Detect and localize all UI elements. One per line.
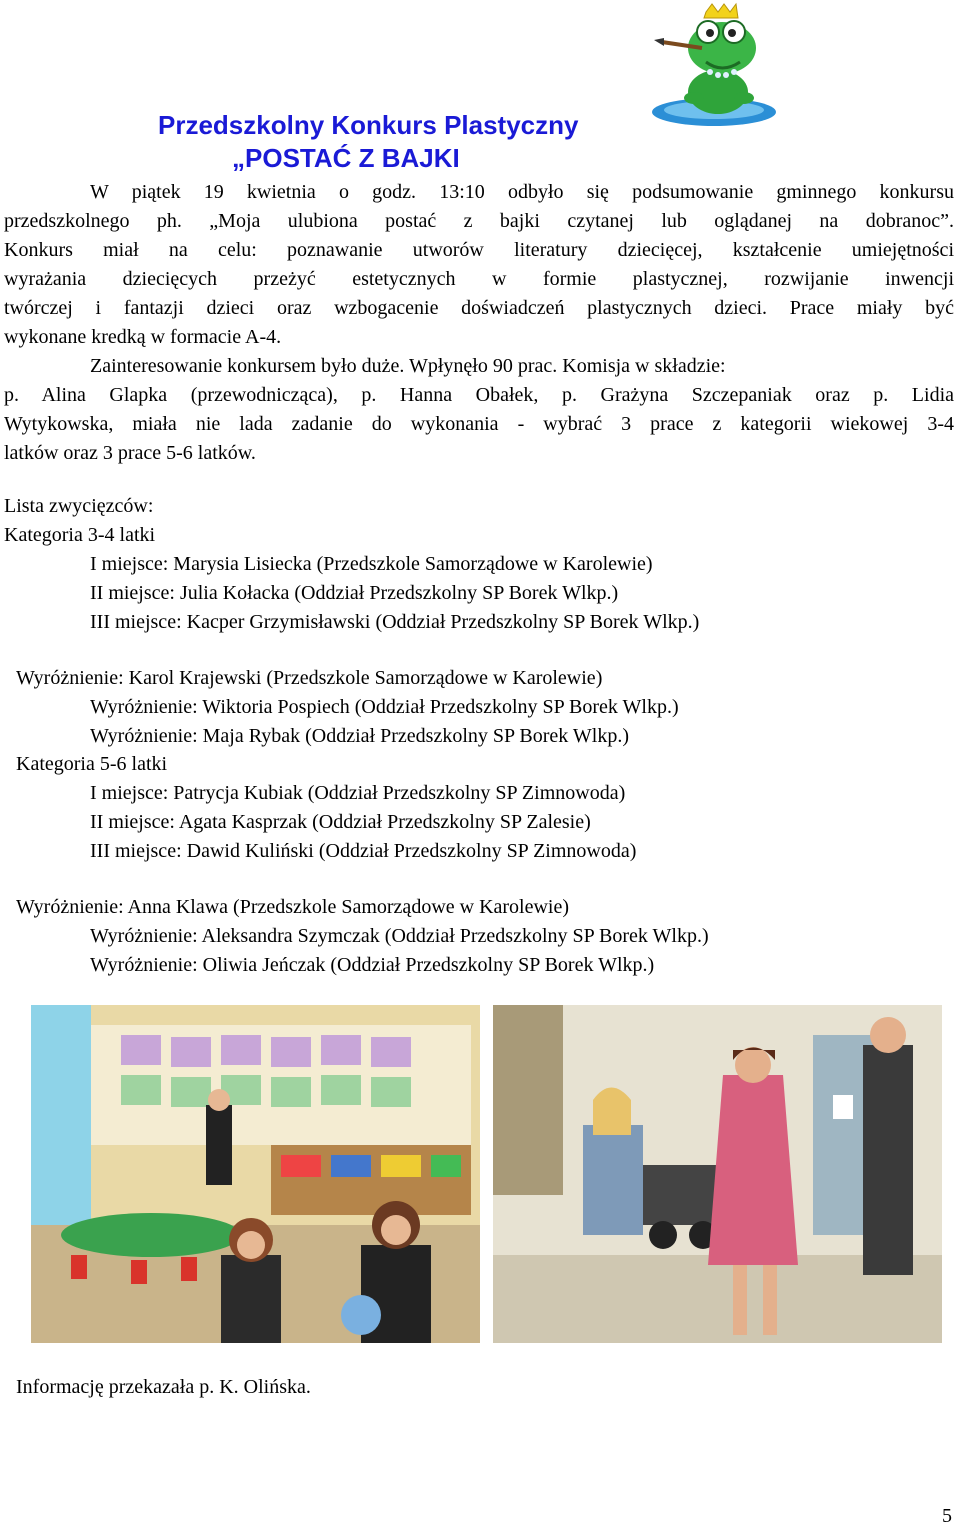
winners-heading: Lista zwycięzców: (4, 495, 154, 517)
category-5-6-heading: Kategoria 5-6 latki (16, 753, 168, 775)
cat2-place-1: I miejsce: Patrycja Kubiak (Oddział Przedszkolny SP Zimnowoda) (90, 782, 626, 804)
intro-line-3: Konkurs miał na celu: poznawanie utworów literatury dziecięcej, kształcenie umiejętności (4, 239, 954, 261)
credit-line: Informację przekazała p. K. Olińska. (16, 1376, 311, 1398)
frog-prince-icon (648, 2, 778, 130)
cat2-place-2: II miejsce: Agata Kasprzak (Oddział Przedszkolny SP Zalesie) (90, 811, 591, 833)
classroom-photo (31, 1005, 480, 1343)
award-ceremony-photo (493, 1005, 942, 1343)
intro-line-9: Wytykowska, miała nie lada zadanie do wykonania - wybrać 3 prace z kategorii wiekowej 3-4 (4, 413, 954, 435)
intro-line-4: wyrażania dziecięcych przeżyć estetycznych w formie plastycznej, rozwijanie inwencji (4, 268, 954, 290)
intro-line-5: twórczej i fantazji dzieci oraz wzbogacenie doświadczeń plastycznych dzieci. Prace miały być (4, 297, 954, 319)
page-number: 5 (942, 1505, 952, 1527)
category-3-4-heading: Kategoria 3-4 latki (4, 524, 156, 546)
intro-line-8: p. Alina Glapka (przewodnicząca), p. Hanna Obałek, p. Grażyna Szczepaniak oraz p. Lidia (4, 384, 954, 406)
intro-line-1: W piątek 19 kwietnia o godz. 13:10 odbyło się podsumowanie gminnego konkursu (90, 181, 954, 203)
cat2-place-3: III miejsce: Dawid Kuliński (Oddział Przedszkolny SP Zimnowoda) (90, 840, 637, 862)
intro-line-6: wykonane kredką w formacie A-4. (4, 326, 282, 348)
cat1-distinction-1: Wyróżnienie: Karol Krajewski (Przedszkole Samorządowe w Karolewie) (16, 667, 603, 689)
cat1-distinction-3: Wyróżnienie: Maja Rybak (Oddział Przedszkolny SP Borek Wlkp.) (90, 725, 629, 747)
cat2-distinction-3: Wyróżnienie: Oliwia Jeńczak (Oddział Przedszkolny SP Borek Wlkp.) (90, 954, 655, 976)
intro-line-10: latków oraz 3 prace 5-6 latków. (4, 442, 256, 464)
cat1-place-2: II miejsce: Julia Kołacka (Oddział Przedszkolny SP Borek Wlkp.) (90, 582, 619, 604)
cat1-distinction-2: Wyróżnienie: Wiktoria Pospiech (Oddział Przedszkolny SP Borek Wlkp.) (90, 696, 679, 718)
page-title: Przedszkolny Konkurs Plastyczny (158, 110, 579, 140)
cat2-distinction-1: Wyróżnienie: Anna Klawa (Przedszkole Samorządowe w Karolewie) (16, 896, 570, 918)
page-subtitle: „POSTAĆ Z BAJKI (232, 143, 460, 173)
intro-line-2: przedszkolnego ph. „Moja ulubiona postać z bajki czytanej lub oglądanej na dobranoc”. (4, 210, 954, 232)
intro-line-7: Zainteresowanie konkursem było duże. Wpłynęło 90 prac. Komisja w składzie: (90, 355, 726, 377)
cat1-place-1: I miejsce: Marysia Lisiecka (Przedszkole Samorządowe w Karolewie) (90, 553, 653, 575)
cat1-place-3: III miejsce: Kacper Grzymisławski (Oddział Przedszkolny SP Borek Wlkp.) (90, 611, 700, 633)
cat2-distinction-2: Wyróżnienie: Aleksandra Szymczak (Oddział Przedszkolny SP Borek Wlkp.) (90, 925, 709, 947)
